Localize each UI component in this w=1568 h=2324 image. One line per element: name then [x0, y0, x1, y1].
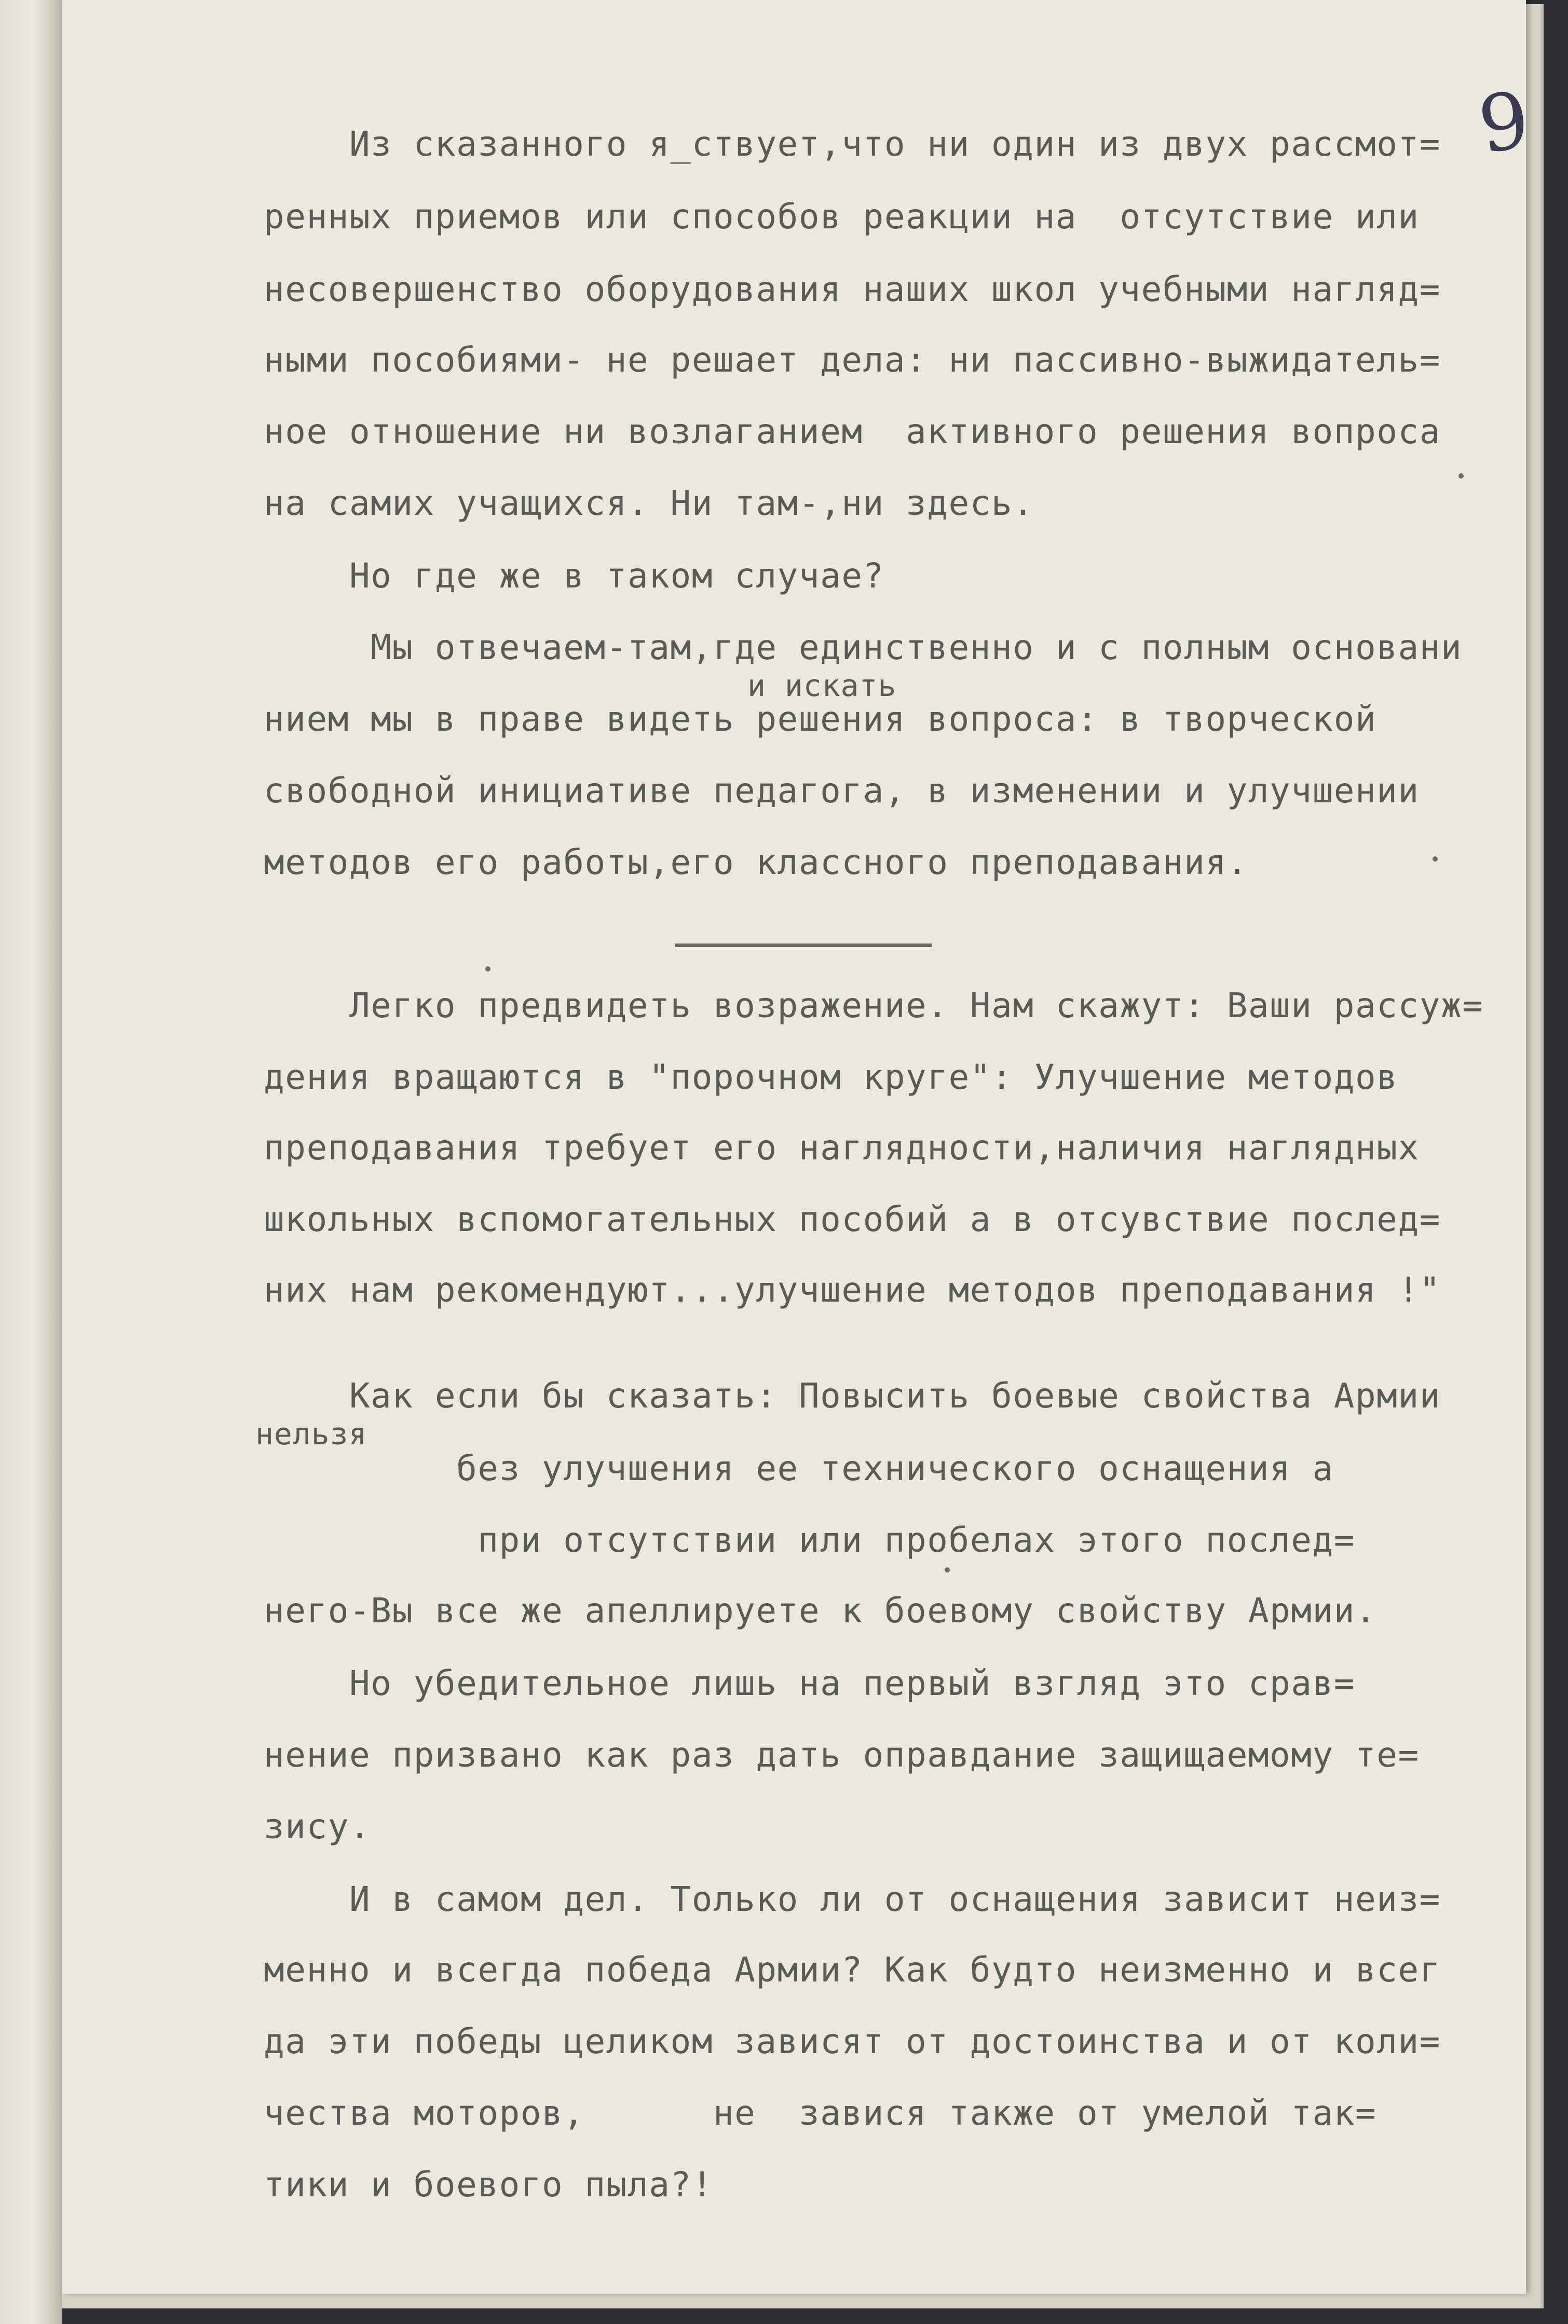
text-line: на самих учащихся. Ни там-,ни здесь.	[264, 483, 1034, 523]
text-line: дения вращаются в "порочном круге": Улучшение методов	[264, 1057, 1398, 1097]
text-line: зису.	[264, 1807, 371, 1847]
inserted-words: и искать	[747, 668, 897, 703]
text-line: ное отношение ни возлаганием активного решения вопроса	[264, 412, 1441, 452]
handwritten-page-number: 9	[1473, 75, 1535, 171]
text-line: Как если бы сказать: Повысить боевые свойства Армии	[264, 1376, 1441, 1416]
text-line: преподавания требует его наглядности,наличия наглядных	[264, 1128, 1420, 1168]
document-page	[62, 0, 1535, 2294]
ink-speck	[1433, 856, 1438, 862]
text-line: него-Вы все же апеллируете к боевому свойству Армии.	[264, 1591, 1377, 1631]
text-line: Но убедительное лишь на первый взгляд это срав=	[264, 1663, 1356, 1703]
ink-speck	[1458, 473, 1464, 479]
text-line: свободной инициативе педагога, в изменении и улучшении	[264, 771, 1420, 811]
text-line: да эти победы целиком зависят от достоинства и от коли=	[264, 2021, 1441, 2061]
text-line: школьных вспомогательных пособий а в отсувствие послед=	[264, 1199, 1441, 1239]
text-line: ренных приемов или способов реакции на отсутствие или	[264, 197, 1420, 237]
text-line: при отсутствии или пробелах этого послед=	[264, 1520, 1356, 1560]
text-line: И в самом дел. Только ли от оснащения зависит неиз=	[264, 1879, 1441, 1919]
text-line: тики и боевого пыла?!	[264, 2165, 713, 2205]
text-line: нием мы в праве видеть решения вопроса: в творческой	[264, 699, 1377, 739]
text-line: менно и всегда победа Армии? Как будто неизменно и всег	[264, 1950, 1441, 1990]
text-line: чества моторов, не завися также от умелой так=	[264, 2093, 1377, 2133]
text-line: Легко предвидеть возражение. Нам скажут: Ваши рассуж=	[264, 986, 1484, 1026]
text-line: несовершенство оборудования наших школ учебными нагляд=	[264, 269, 1441, 309]
inserted-words: нельзя	[255, 1416, 367, 1452]
text-line: нение призвано как раз дать оправдание защищаемому те=	[264, 1735, 1420, 1775]
ink-speck	[945, 1567, 950, 1573]
text-line: без улучшения ее технического оснащения а	[264, 1448, 1334, 1488]
ink-speck	[485, 966, 490, 972]
text-line: них нам рекомендуют...улучшение методов преподавания !"	[264, 1270, 1441, 1310]
text-line: Из сказанного я_ствует,что ни один из двух рассмот=	[264, 124, 1441, 164]
text-line: ными пособиями- не решает дела: ни пассивно-выжидатель=	[264, 340, 1441, 380]
section-divider	[675, 944, 932, 947]
binding-spine	[0, 0, 62, 2324]
text-line: методов его работы,его классного преподавания.	[264, 842, 1248, 882]
text-line: Но где же в таком случае?	[264, 556, 884, 596]
text-line: Мы отвечаем-там,где единственно и с полным основани	[264, 627, 1463, 667]
